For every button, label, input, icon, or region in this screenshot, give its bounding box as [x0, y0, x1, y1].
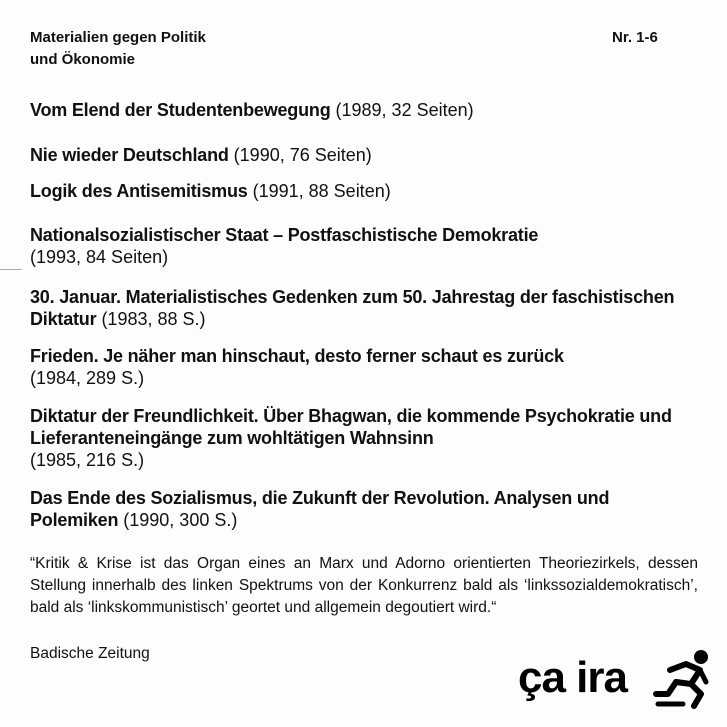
- book-meta: (1985, 216 S.): [30, 450, 145, 470]
- list-item: [30, 224, 538, 268]
- list-item: [30, 286, 690, 330]
- book-meta: (1990, 76 Seiten): [233, 145, 372, 165]
- book-title: Vom Elend der Studentenbewegung: [30, 100, 331, 120]
- book-meta: (1984, 289 S.): [30, 368, 145, 388]
- series-title: [30, 27, 206, 71]
- quote-source: Badische Zeitung: [30, 645, 150, 662]
- press-quote: “Kritik & Krise ist das Organ eines an Marx und Adorno orientierten Theoriezirkels, dessen Stellung innerhalb des linken Spektrums von der Konkurrenz bald als ‘linkssozialdemokratisch’, bald als ‘linkskommunistisch’ geortet und allgemein degoutiert wird.“: [30, 555, 698, 616]
- publisher-logo: [518, 648, 713, 710]
- series-title-line2: und Ökonomie: [30, 51, 135, 68]
- list-item: [30, 487, 700, 531]
- book-title: Diktatur der Freundlichkeit. Über Bhagwan, die kommende Psychokratie und Lieferanteneingänge zum wohltätigen Wahnsinn: [30, 406, 672, 448]
- book-title: Logik des Antisemitismus: [30, 181, 248, 201]
- book-meta: (1991, 88 Seiten): [252, 181, 391, 201]
- book-meta: (1990, 300 S.): [123, 510, 238, 530]
- series-number: Nr. 1-6: [612, 29, 658, 46]
- list-item: [30, 405, 690, 471]
- list-item: [30, 180, 391, 202]
- series-title-line1: Materialien gegen Politik: [30, 29, 206, 46]
- book-title: Frieden. Je näher man hinschaut, desto ferner schaut es zurück: [30, 346, 564, 366]
- scan-mark: [0, 269, 22, 270]
- book-title: Nie wieder Deutschland: [30, 145, 229, 165]
- list-item: [30, 99, 474, 121]
- list-item: [30, 144, 372, 166]
- book-meta: (1983, 88 S.): [101, 309, 206, 329]
- book-meta: (1989, 32 Seiten): [335, 100, 474, 120]
- book-title: Das Ende des Sozialismus, die Zukunft der Revolution. Analysen und Polemiken: [30, 488, 610, 530]
- book-title: 30. Januar. Materialistisches Gedenken zum 50. Jahrestag der faschistischen Diktatur: [30, 287, 675, 329]
- publisher-logo-text: ça ira: [518, 653, 627, 702]
- running-figure-icon: [656, 650, 708, 706]
- book-title: Nationalsozialistischer Staat – Postfaschistische Demokratie: [30, 225, 539, 245]
- book-meta: (1993, 84 Seiten): [30, 247, 169, 267]
- list-item: [30, 345, 564, 389]
